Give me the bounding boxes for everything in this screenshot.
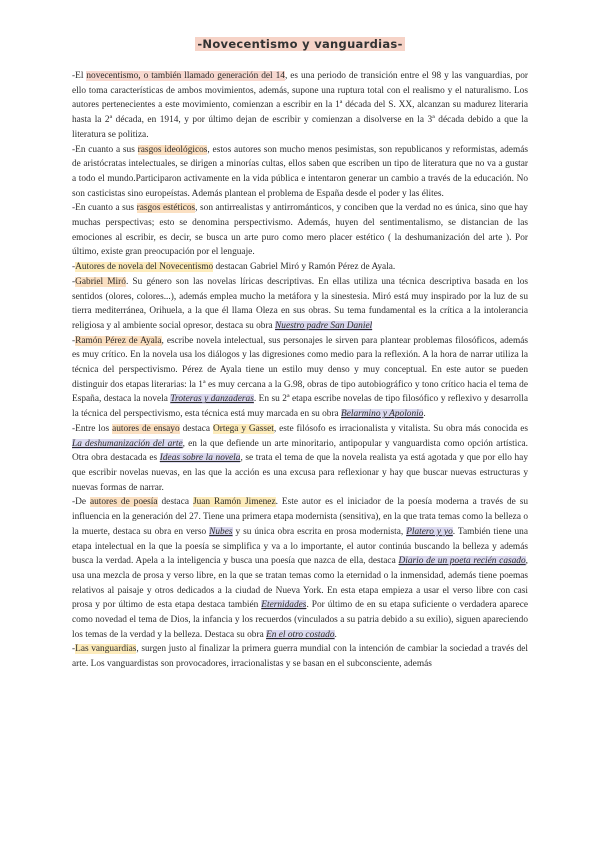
text-segment: . También tiene una etapa intelectual en la que la poesía se simplifica y va a lo importante, el autor continúa buscando la belleza y además busca la verdad. Apela a la inteligencia y busca una poesía que nazca de ella, destaca <box>72 526 528 567</box>
text-segment: . <box>423 409 426 420</box>
text-segment: , es una periodo de transición entre el 98 y las vanguardias, por ello toma características de ambos movimientos, además, supone una ruptura total con el realismo y el naturalismo. Los autores pertenecientes a este movimiento, comienzan a escribir en la 1ª década del S. XX, alcanzan su madurez literaria hasta la 2ª década, en 1914, y por último dejan de escribir y comienzan a disolverse en la 3ª década debido a que la literatura se politiza. <box>72 71 528 140</box>
text-segment: -El <box>72 71 87 81</box>
paragraph <box>72 69 528 143</box>
title-text: -Novecentismo y vanguardias- <box>197 37 403 51</box>
text-segment: . <box>334 629 337 640</box>
highlighted-term: autores de poesía <box>89 497 158 508</box>
text-segment: destaca <box>157 497 193 508</box>
highlighted-term: Las vanguardias <box>75 644 137 655</box>
highlighted-term: Gabriel Miró <box>75 276 126 287</box>
text-segment: , en la que defiende un arte minoritario, antipopular y vanguardista como opción artística. Otra obra destacada es <box>72 438 528 464</box>
work-title: Belarmino y Apolonio <box>341 409 424 420</box>
text-segment: , usa una mezcla de prosa y verso libre, en la que se tratan temas como la eternidad o la inmensidad, además tiene poemas relativos al paisaje y otros dedicados a la ciudad de Nueva York. En esta etapa empieza a usar el verso libre con casi prosa y por último de esta etapa destaca también <box>72 556 528 611</box>
paragraph <box>72 260 528 275</box>
text-segment: . Su género son las novelas líricas descriptivas. En ellas utiliza una técnica descriptiva basada en los sentidos (olores, colores...), además emplea mucho la metáfora y la sinestesia. Miró está muy inspirado por la luz de su tierra mediterránea, Orihuela, a la que él llama Oleza en sus obras. Su tema fundamental es la crítica a la intolerancia religiosa y al ambiente social opresor, destaca su obra <box>72 276 528 331</box>
text-segment: , se trata el tema de que la novela realista ya está agotada y que por ello hay que escribir novelas nuevas, en las que la acción es una excusa para reflexionar y hay que buscar nuevas estructuras y nuevas formas de narrar. <box>72 453 528 493</box>
work-title: La deshumanización del arte <box>72 438 183 449</box>
text-segment: -Entre los <box>72 423 113 434</box>
text-segment: -En cuanto a sus <box>72 203 137 214</box>
text-segment: , estos autores son mucho menos pesimistas, son republicanos y reformistas, además de aristócratas intelectuales, se dirigen a minorías cultas, ellos saben que escriben un tipo de literatura que no va a gustar a todo el mundo.Participaron activamente en la vida pública e intentaron generar un cambio a través de la educación. No son casticistas sino europeístas. Además plantean el problema de España desde el poder y las élites. <box>72 144 528 199</box>
text-segment: -En cuanto a sus <box>72 144 138 155</box>
work-title: Eternidades <box>261 600 307 611</box>
paragraph <box>72 143 528 202</box>
highlighted-term: Autores de novela del Novecentismo <box>75 262 214 273</box>
highlighted-term: Juan Ramón Jimenez <box>192 497 276 508</box>
text-segment: - <box>72 335 76 346</box>
text-segment: . Por último de en su etapa suficiente o verdadera aparece como novedad el tema de Dios, la infancia y los recuerdos (vinculados a su patria debido a su exilio), siguen apareciendo los temas de la verdad y la belleza. Destaca su obra <box>72 600 528 640</box>
highlighted-term: novecentismo, o también llamado generación del 14 <box>86 71 285 81</box>
page-title <box>0 37 600 51</box>
highlighted-term: Ramón Pérez de Ayala <box>75 335 162 346</box>
paragraph <box>72 495 528 642</box>
text-segment: - <box>72 644 76 655</box>
work-title: Platero y yo <box>406 526 453 537</box>
text-segment: y su única obra escrita en prosa modernista, <box>232 526 407 537</box>
text-segment: , este filósofo es irracionalista y vitalista. Su obra más conocida es <box>273 423 528 434</box>
highlighted-term: autores de ensayo <box>112 423 180 434</box>
text-segment: . Este autor es el iniciador de la poesía moderna a través de su influencia en la generación del 27. Tiene una primera etapa modernista (sensitiva), en la que trata temas como la belleza o la muerte, destaca su obra en verso <box>72 497 529 537</box>
text-segment: - <box>72 262 76 273</box>
text-segment: , surgen justo al finalizar la primera guerra mundial con la intención de cambiar la sociedad a través del arte. Los vanguardistas son provocadores, irracionalistas y se basan en el subconsciente, además <box>72 644 528 670</box>
work-title: Diario de un poeta recién casado <box>398 556 526 567</box>
paragraph <box>72 642 528 671</box>
document-body <box>72 69 528 672</box>
highlighted-term: Ortega y Gasset <box>212 423 274 434</box>
highlighted-term: rasgos ideológicos <box>137 144 208 155</box>
highlighted-term: rasgos estéticos <box>136 203 196 214</box>
text-segment: . En su 2ª etapa escribe novelas de tipo filosófico y reflexivo y desarrolla la técnica del perspectivismo, esta técnica está muy marcada en su obra <box>72 394 529 420</box>
work-title: Nubes <box>209 526 233 537</box>
text-segment: , son antirrealistas y antirrománticos, y conciben que la verdad no es única, sino que hay muchas perspectivas; esto se denomina perspectivismo. Además, huyen del sentimentalismo, se distancian de las emociones al escribir, es decir, se busca un arte puro como mero placer estético ( la deshumanización del arte ). Por último, existe gran preocupación por el lenguaje. <box>72 203 528 258</box>
text-segment: destaca <box>179 423 213 434</box>
paragraph <box>72 201 528 260</box>
paragraph <box>72 334 528 422</box>
text-segment: -De <box>72 497 90 508</box>
text-segment: - <box>72 276 76 287</box>
text-segment: , escribe novela intelectual, sus personajes le sirven para plantear problemas filosóficos, además es muy crítico. En la novela usa los diálogos y las digresiones como medio para la reflexión. A la hora de narrar utiliza la técnica del perspectivismo. Pérez de Ayala tiene un estilo muy denso y muy conceptual. En este autor se pueden distinguir dos etapas literarias: la 1ª es muy cercana a la G.98, obras de tipo autobiográfico y tono crítico hacia el tema de España, destaca la novela <box>72 335 528 405</box>
text-segment: destacan Gabriel Miró y Ramón Pérez de Ayala. <box>213 262 396 273</box>
paragraph <box>72 275 528 334</box>
work-title: Ideas sobre la novela <box>159 453 241 464</box>
work-title: Nuestro padre San Daniel <box>275 320 373 331</box>
work-title: En el otro costado <box>266 629 335 640</box>
work-title: Troteras y danzaderas <box>170 394 254 405</box>
paragraph <box>72 422 528 496</box>
